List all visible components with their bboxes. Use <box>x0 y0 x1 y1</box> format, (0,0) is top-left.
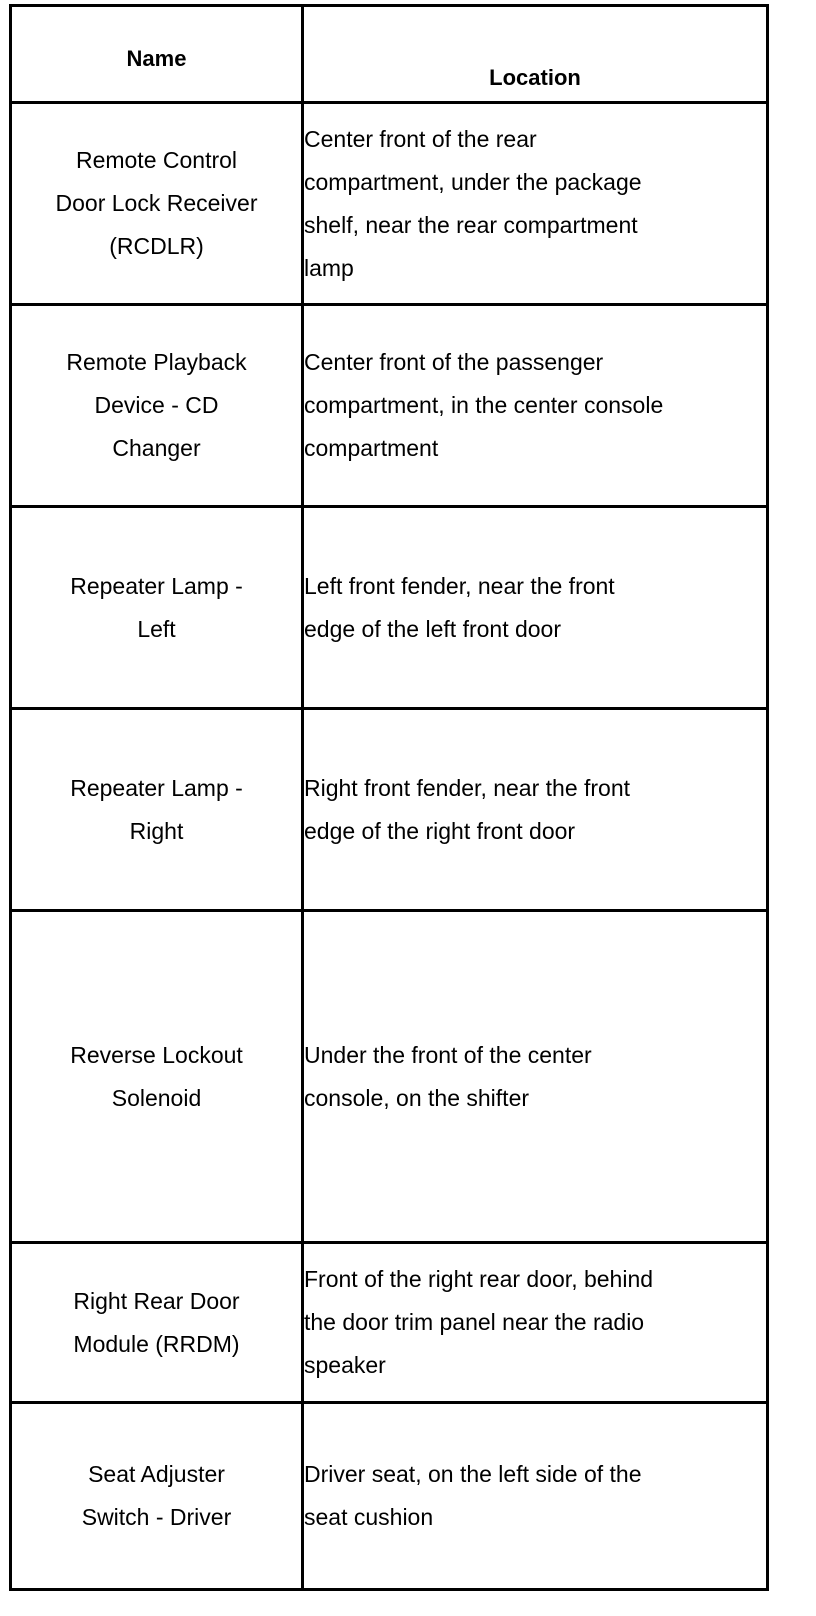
location-cell: Driver seat, on the left side of the seat cushion <box>303 1403 768 1590</box>
location-cell: Front of the right rear door, behind the door trim panel near the radio speaker <box>303 1243 768 1403</box>
table-row <box>11 103 768 305</box>
location-cell: Center front of the passenger compartment, in the center console compartment <box>303 305 768 507</box>
table-row <box>11 709 768 911</box>
table-row <box>11 507 768 709</box>
table-row <box>11 305 768 507</box>
table-row <box>11 1403 768 1590</box>
name-cell: Remote Control Door Lock Receiver (RCDLR) <box>11 103 303 305</box>
name-cell: Reverse Lockout Solenoid <box>11 911 303 1243</box>
name-cell: Remote Playback Device - CD Changer <box>11 305 303 507</box>
location-cell: Left front fender, near the front edge of the left front door <box>303 507 768 709</box>
name-cell: Repeater Lamp - Right <box>11 709 303 911</box>
header-row <box>11 6 768 103</box>
location-cell: Under the front of the center console, on the shifter <box>303 911 768 1243</box>
table-row <box>11 911 768 1243</box>
component-location-table <box>9 4 769 1591</box>
table-row <box>11 1243 768 1403</box>
name-cell: Repeater Lamp - Left <box>11 507 303 709</box>
location-cell: Center front of the rear compartment, under the package shelf, near the rear compartment lamp <box>303 103 768 305</box>
column-header-location: Location <box>303 6 768 103</box>
location-cell: Right front fender, near the front edge of the right front door <box>303 709 768 911</box>
column-header-name: Name <box>11 6 303 103</box>
name-cell: Seat Adjuster Switch - Driver <box>11 1403 303 1590</box>
name-cell: Right Rear Door Module (RRDM) <box>11 1243 303 1403</box>
